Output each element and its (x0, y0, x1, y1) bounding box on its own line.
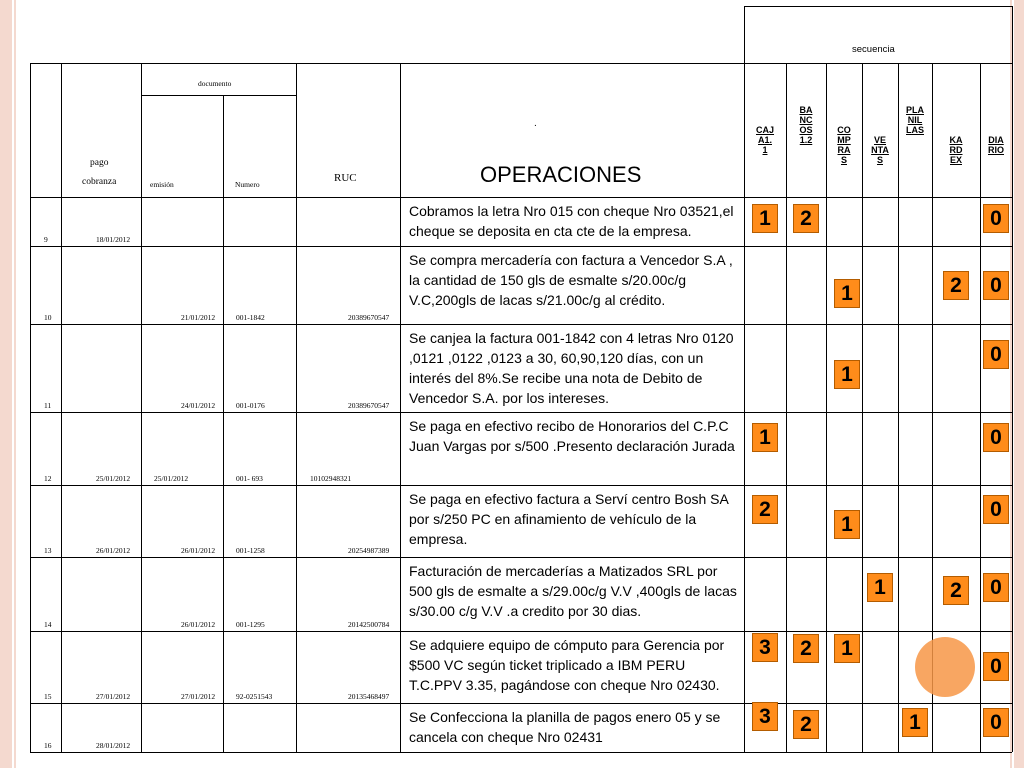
emision-date: 26/01/2012 (181, 620, 216, 629)
pago-date: 26/01/2012 (96, 546, 131, 555)
row-number: 10 (44, 313, 52, 322)
document-number: 001-1842 (236, 313, 265, 322)
table-right-line (1012, 6, 1013, 752)
row-number: 13 (44, 546, 52, 555)
sequence-badge-caja: 3 (752, 633, 778, 662)
emision-date: 25/01/2012 (154, 474, 189, 483)
col-header-compras: COMPRAS (837, 125, 851, 165)
ruc-number: 20135468497 (348, 692, 390, 701)
operation-description: Se paga en efectivo factura a Serví centro Bosh SA por s/250 PC en afinamiento de vehículo de la empresa. (409, 491, 729, 547)
row-line (30, 752, 1012, 753)
grid-line (862, 63, 863, 752)
emision-date: 21/01/2012 (181, 313, 216, 322)
sequence-badge-diario: 0 (983, 340, 1009, 369)
col-header-planillas: PLANILLAS (906, 105, 924, 135)
cobranza-label: cobranza (82, 177, 117, 187)
pago-label: pago (90, 158, 109, 168)
col-header-bancos: BANCOS1.2 (799, 105, 813, 145)
operation-description: Cobramos la letra Nro 015 con cheque Nro 03521,el cheque se deposita en cta cte de la empresa. (409, 203, 734, 239)
sequence-badge-diario: 0 (983, 708, 1009, 737)
dot-label: . (534, 118, 537, 129)
decorative-orange-circle (915, 637, 975, 697)
grid-line (400, 63, 401, 752)
sequence-badge-kardex: 2 (943, 271, 969, 300)
grid-line (61, 63, 62, 752)
sequence-badge-kardex: 2 (943, 576, 969, 605)
sequence-badge-bancos: 2 (793, 204, 819, 233)
sequence-badge-diario: 0 (983, 271, 1009, 300)
operation-description: Se paga en efectivo recibo de Honorarios del C.P.C Juan Vargas por s/500 .Presento declaración Jurada (409, 418, 735, 454)
sequence-badge-diario: 0 (983, 495, 1009, 524)
sequence-badge-compras: 1 (834, 279, 860, 308)
grid-line (744, 63, 745, 752)
ruc-number: 20389670547 (348, 401, 390, 410)
sequence-badge-ventas: 1 (867, 573, 893, 602)
operation-description: Se compra mercadería con factura a Vencedor S.A , la cantidad de 150 gls de esmalte s/20.00c/g V.C,200gls de lacas s/21.00c/g al crédito. (409, 252, 733, 308)
emision-date: 24/01/2012 (181, 401, 216, 410)
grid-line (898, 63, 899, 752)
row-line (30, 631, 1012, 632)
numero-label: Numero (235, 180, 260, 189)
emision-date: 27/01/2012 (181, 692, 216, 701)
sequence-badge-caja: 3 (752, 702, 778, 731)
operation-description: Se canjea la factura 001-1842 con 4 letras Nro 0120 ,0121 ,0122 ,0123 a 30, 60,90,120 días, con un interés del 8%.Se recibe una nota de Debito de Vencedor S.A. por los intereses. (409, 330, 734, 406)
row-line (30, 324, 1012, 325)
row-number: 14 (44, 620, 52, 629)
ruc-label: RUC (334, 172, 357, 184)
row-number: 9 (44, 235, 48, 244)
ruc-number: 10102948321 (310, 474, 352, 483)
ruc-number: 20389670547 (348, 313, 390, 322)
grid-line (786, 63, 787, 752)
sequence-badge-bancos: 2 (793, 634, 819, 663)
sequence-badge-diario: 0 (983, 423, 1009, 452)
table-left-line (30, 63, 31, 752)
sequence-badge-compras: 1 (834, 634, 860, 663)
pago-date: 25/01/2012 (96, 474, 131, 483)
sequence-badge-bancos: 2 (793, 710, 819, 739)
document-number: 001- 693 (236, 474, 263, 483)
row-number: 15 (44, 692, 52, 701)
documento-line (141, 95, 296, 96)
operation-description: Facturación de mercaderías a Matizados SRL por 500 gls de esmalte a s/29.00c/g V.V ,400gls de lacas s/30.00 c/g V.V .a credito por 30 dias. (409, 563, 737, 619)
sequence-badge-compras: 1 (834, 360, 860, 389)
emision-date: 26/01/2012 (181, 546, 216, 555)
secuencia-left-line (744, 6, 745, 63)
grid-line (826, 63, 827, 752)
document-number: 001-1258 (236, 546, 265, 555)
header-line (30, 63, 1012, 64)
pago-date: 18/01/2012 (96, 235, 131, 244)
ruc-number: 20254987389 (348, 546, 390, 555)
documento-label: documento (198, 79, 232, 88)
grid-line (223, 95, 224, 752)
grid-line (296, 63, 297, 752)
row-line (30, 557, 1012, 558)
header-top-line (744, 6, 1012, 7)
sequence-badge-diario: 0 (983, 204, 1009, 233)
col-header-kardex: KARDEX (949, 135, 963, 165)
sequence-badge-compras: 1 (834, 510, 860, 539)
ruc-number: 20142500784 (348, 620, 390, 629)
operation-description: Se adquiere equipo de cómputo para Gerencia por $500 VC según ticket triplicado a IBM PERU T.C.PPV 3.35, pagándose con cheque Nro 02430. (409, 637, 725, 693)
row-line (30, 246, 1012, 247)
sequence-badge-caja: 1 (752, 204, 778, 233)
document-number: 001-1295 (236, 620, 265, 629)
sequence-badge-diario: 0 (983, 573, 1009, 602)
sequence-badge-diario: 0 (983, 652, 1009, 681)
secuencia-label: secuencia (852, 44, 895, 55)
operaciones-label: OPERACIONES (480, 162, 642, 187)
pago-date: 28/01/2012 (96, 741, 131, 750)
col-header-caja: CAJA1.1 (756, 125, 775, 155)
header-bottom-line (30, 197, 1012, 198)
row-number: 11 (44, 401, 52, 410)
col-header-ventas: VENTAS (871, 135, 889, 165)
col-header-diario: DIARIO (987, 135, 1004, 155)
sequence-badge-planillas: 1 (902, 708, 928, 737)
pago-date: 27/01/2012 (96, 692, 131, 701)
row-line (30, 703, 1012, 704)
row-number: 16 (44, 741, 52, 750)
sequence-badge-caja: 2 (752, 495, 778, 524)
operation-description: Se Confecciona la planilla de pagos enero 05 y se cancela con cheque Nro 02431 (409, 709, 721, 745)
grid-line (141, 63, 142, 752)
row-line (30, 412, 1012, 413)
grid-line (980, 63, 981, 752)
document-number: 92-0251543 (236, 692, 273, 701)
row-line (30, 485, 1012, 486)
emision-label: emisión (150, 180, 174, 189)
document-number: 001-0176 (236, 401, 265, 410)
sequence-badge-caja: 1 (752, 423, 778, 452)
row-number: 12 (44, 474, 52, 483)
